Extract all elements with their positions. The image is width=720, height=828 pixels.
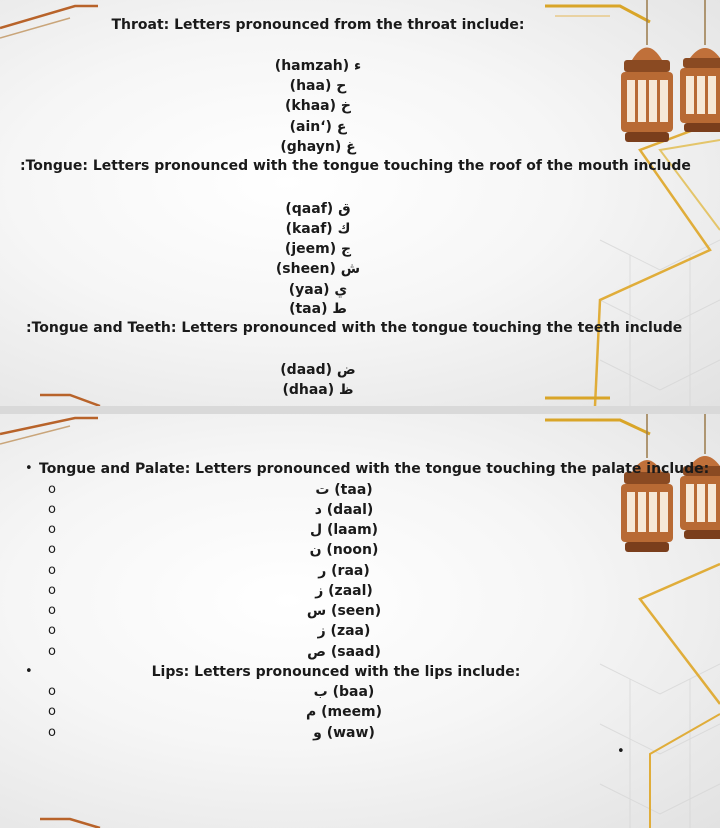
letter-ain: (ain‘) ع (289, 119, 347, 135)
sub-bullet-icon: o (48, 583, 56, 598)
letter-seen: س (seen) (306, 603, 382, 619)
letter-taa: (taa) ط (289, 301, 347, 317)
lantern-icon (621, 414, 673, 552)
letter-meem: م (meem) (305, 704, 383, 720)
slide-1 (0, 0, 720, 406)
sub-bullet-icon: o (48, 563, 56, 578)
sub-bullet-icon: o (48, 704, 56, 719)
gold-stroke (545, 6, 650, 22)
letter-noon: ن (noon) (309, 542, 379, 558)
sub-bullet-icon: o (48, 603, 56, 618)
lantern-icon (621, 0, 673, 142)
letter-zaa: ز (zaa) (317, 623, 371, 639)
sub-bullet-icon: o (48, 542, 56, 557)
sub-bullet-icon: o (48, 644, 56, 659)
bullet-icon: • (25, 461, 33, 476)
throat-heading: Throat: Letters pronounced from the throat include: (111, 17, 525, 33)
sub-bullet-icon: o (48, 522, 56, 537)
gold-stroke (545, 420, 650, 434)
sub-bullet-icon: o (48, 623, 56, 638)
bullet-icon: • (25, 664, 33, 679)
letter-waw: و (waw) (313, 725, 375, 741)
letter-yaa: (yaa) ي (288, 282, 348, 298)
letter-daal: د (daal) (314, 502, 374, 518)
sub-bullet-icon: o (48, 684, 56, 699)
teeth-heading: :Tongue and Teeth: Letters pronounced with the tongue touching the teeth include (26, 320, 683, 336)
letter-daad: (daad) ض (280, 362, 356, 378)
sub-bullet-icon: o (48, 725, 56, 740)
tongue-heading: :Tongue: Letters pronounced with the tongue touching the roof of the mouth include (20, 158, 691, 174)
letter-taa-palate: ت (taa) (315, 482, 373, 498)
lantern-icon (680, 0, 720, 132)
sub-bullet-icon: o (48, 502, 56, 517)
letter-jeem: (jeem) ج (284, 241, 352, 257)
letter-kaaf: (kaaf) ك (285, 221, 351, 237)
letter-ghayn: (ghayn) غ (280, 139, 356, 155)
letter-laam: ل (laam) (309, 522, 379, 538)
gold-frame-line (640, 564, 720, 704)
lips-heading: Lips: Letters pronounced with the lips include: (151, 664, 521, 680)
palate-heading: Tongue and Palate: Letters pronounced with the tongue touching the palate include: (39, 461, 710, 477)
letter-zaal: ز (zaal) (315, 583, 373, 599)
sub-bullet-icon: o (48, 482, 56, 497)
letter-hamzah: (hamzah) ء (274, 58, 362, 74)
letter-saad: ص (saad) (307, 644, 381, 660)
letter-haa: (haa) ح (289, 78, 347, 94)
letter-sheen: (sheen) ش (275, 261, 361, 277)
bullet-icon: • (617, 744, 625, 759)
letter-dhaa: (dhaa) ظ (282, 382, 354, 398)
letter-khaa: (khaa) خ (285, 98, 351, 114)
letter-raa: ر (raa) (318, 563, 370, 579)
letter-baa: ب (baa) (313, 684, 375, 700)
slide-2 (0, 414, 720, 828)
letter-qaaf: (qaaf) ق (285, 201, 351, 217)
